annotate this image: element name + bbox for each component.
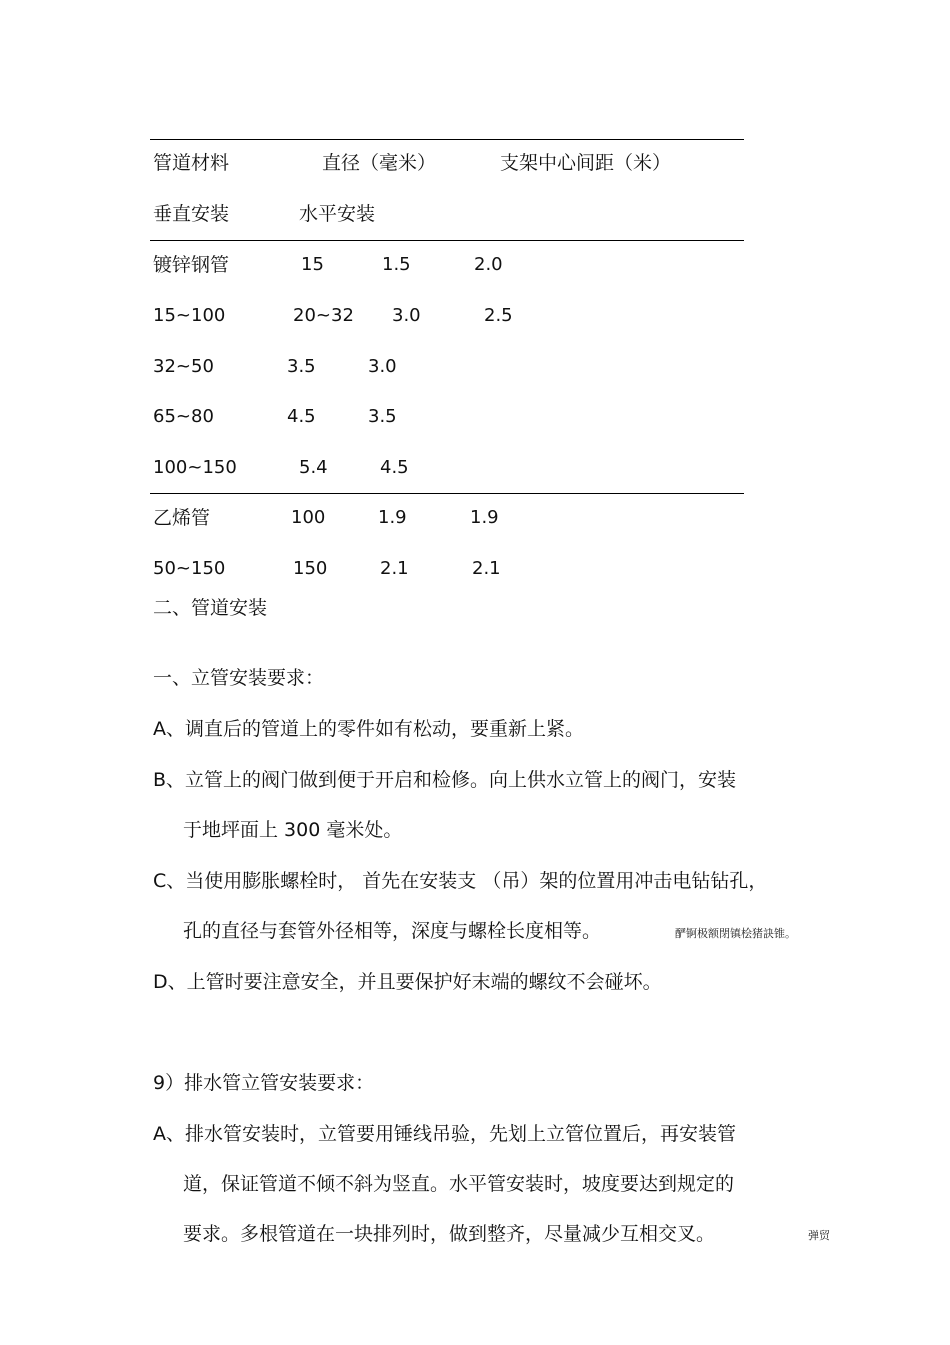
table-cell: 3.5: [368, 406, 397, 427]
table-cell: 4.5: [380, 457, 409, 478]
paragraph-line: 于地坪面上 300 毫米处。: [183, 819, 403, 841]
table-header-rule: [150, 240, 744, 241]
table-top-rule: [150, 139, 744, 140]
table-cell: 3.0: [368, 356, 397, 377]
table-cell: 1.5: [382, 254, 411, 275]
table-cell: 20~32: [293, 305, 354, 326]
paragraph-line: 要求。多根管道在一块排列时，做到整齐，尽量减少互相交叉。: [183, 1223, 716, 1245]
table-cell: 5.4: [299, 457, 328, 478]
table-cell: 3.0: [392, 305, 421, 326]
paragraph-line: B、立管上的阀门做到便于开启和检修。向上供水立管上的阀门，安装: [153, 769, 737, 791]
header-vertical: 垂直安装: [153, 203, 230, 225]
subsection-title: 9）排水管立管安装要求：: [153, 1072, 375, 1094]
paragraph-line: 孔的直径与套管外径相等，深度与螺栓长度相等。: [183, 920, 602, 942]
table-cell: 65~80: [153, 406, 214, 427]
margin-note: 酽锕极额閉镇桧猪訣锥。: [675, 927, 796, 940]
table-cell: 150: [293, 558, 328, 579]
section-title: 二、管道安装: [153, 597, 268, 619]
table-cell: 4.5: [287, 406, 316, 427]
paragraph-line: D、上管时要注意安全，并且要保护好末端的螺纹不会碰坏。: [153, 971, 662, 993]
paragraph-line: A、调直后的管道上的零件如有松动，要重新上紧。: [153, 718, 584, 740]
table-cell: 32~50: [153, 356, 214, 377]
header-material: 管道材料: [153, 152, 230, 174]
table-cell: 2.5: [484, 305, 513, 326]
paragraph-line: 道，保证管道不倾不斜为竖直。水平管安装时，坡度要达到规定的: [183, 1173, 735, 1195]
table-cell: 1.9: [470, 507, 499, 528]
header-diameter: 直径（毫米）: [322, 152, 437, 174]
table-cell: 1.9: [378, 507, 407, 528]
paragraph-line: C、当使用膨胀螺栓时， 首先在安装支 （吊）架的位置用冲击电钻钻孔，: [153, 870, 768, 892]
margin-note: 弹贸: [808, 1229, 830, 1242]
table-cell: 乙烯管: [153, 507, 211, 529]
table-cell: 2.1: [472, 558, 501, 579]
table-cell: 15~100: [153, 305, 226, 326]
header-horizontal: 水平安装: [299, 203, 376, 225]
paragraph-line: A、排水管安装时，立管要用锤线吊验，先划上立管位置后，再安装管: [153, 1123, 736, 1145]
table-cell: 100~150: [153, 457, 237, 478]
table-cell: 3.5: [287, 356, 316, 377]
subsection-title: 一、立管安装要求：: [153, 667, 325, 689]
table-cell: 100: [291, 507, 326, 528]
table-cell: 镀锌钢管: [153, 254, 230, 276]
table-cell: 50~150: [153, 558, 226, 579]
table-cell: 15: [301, 254, 324, 275]
table-cell: 2.1: [380, 558, 409, 579]
header-spacing: 支架中心间距（米）: [500, 152, 672, 174]
table-section-rule: [150, 493, 744, 494]
table-cell: 2.0: [474, 254, 503, 275]
